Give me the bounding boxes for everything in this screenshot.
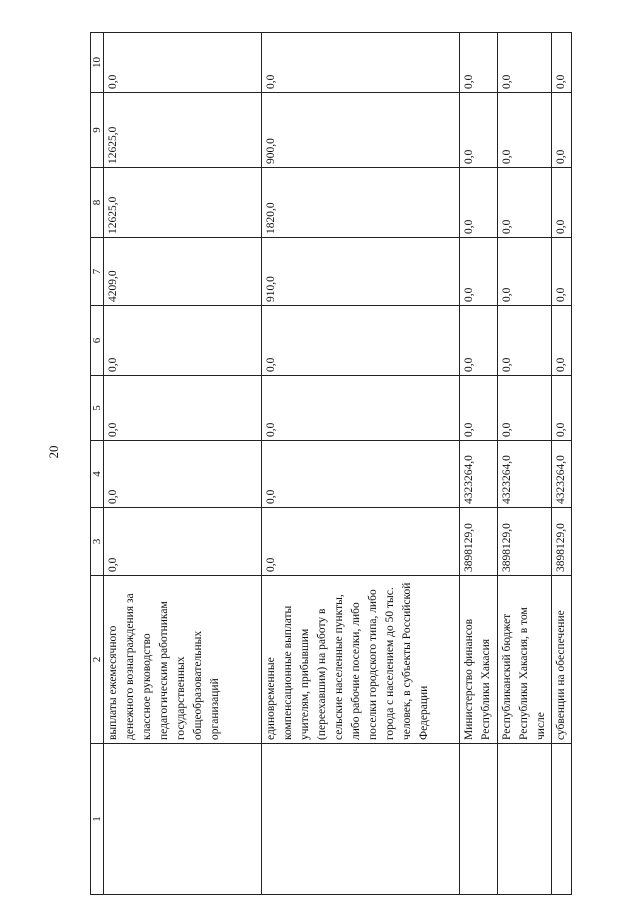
row-name-cell <box>498 744 552 895</box>
header-cell: 6 <box>91 306 104 376</box>
value-cell: 0,0 <box>262 376 460 441</box>
value-cell: 0,0 <box>552 376 572 441</box>
header-cell: 9 <box>91 93 104 168</box>
value-cell: 0,0 <box>104 376 262 441</box>
row-name-cell <box>460 744 498 895</box>
row-name-cell <box>104 744 262 895</box>
value-cell: 0,0 <box>104 306 262 376</box>
table-row <box>498 33 552 895</box>
row-text-cell: Министерство финансов Республики Хакасия <box>460 576 498 744</box>
header-cell: 5 <box>91 376 104 441</box>
value-cell: 0,0 <box>498 306 552 376</box>
value-cell: 0,0 <box>104 508 262 576</box>
value-cell: 12625,0 <box>104 93 262 168</box>
value-cell: 0,0 <box>498 93 552 168</box>
value-cell: 0,0 <box>552 306 572 376</box>
value-cell: 4323264,0 <box>498 441 552 508</box>
value-cell: 0,0 <box>262 306 460 376</box>
header-cell: 8 <box>91 168 104 238</box>
value-cell: 0,0 <box>498 376 552 441</box>
value-cell: 3898129,0 <box>552 508 572 576</box>
row-name-cell <box>262 744 460 895</box>
value-cell: 0,0 <box>460 93 498 168</box>
row-text-cell: Республиканский бюджет Республики Хакасия, в том числе <box>498 576 552 744</box>
value-cell: 0,0 <box>460 376 498 441</box>
row-text-cell: субвенции на обеспечение <box>552 576 572 744</box>
row-text-cell: единовременные компенсационные выплаты учителям, прибывшим (переехавшим) на работу в сельские населенные пункты, либо рабочие поселки, либо поселки городского типа, либо города с населением до 50 тыс. человек, в субъекты Российской Федерации <box>262 576 460 744</box>
table-row <box>104 33 262 895</box>
value-cell: 910,0 <box>262 238 460 306</box>
value-cell: 0,0 <box>498 238 552 306</box>
header-cell: 1 <box>91 744 104 895</box>
value-cell: 0,0 <box>498 168 552 238</box>
value-cell: 0,0 <box>104 441 262 508</box>
header-cell: 10 <box>91 33 104 93</box>
header-cell: 7 <box>91 238 104 306</box>
value-cell: 0,0 <box>460 168 498 238</box>
row-text-cell: выплаты ежемесячного денежного вознаграждения за классное руководство педагогическим работникам государственных общеобразовательных организаций <box>104 576 262 744</box>
value-cell: 4323264,0 <box>552 441 572 508</box>
rotated-table-container <box>90 33 567 895</box>
budget-table <box>90 32 572 895</box>
value-cell: 0,0 <box>460 238 498 306</box>
value-cell: 0,0 <box>262 508 460 576</box>
value-cell: 4323264,0 <box>460 441 498 508</box>
value-cell: 0,0 <box>460 306 498 376</box>
value-cell: 1820,0 <box>262 168 460 238</box>
value-cell: 3898129,0 <box>460 508 498 576</box>
value-cell: 12625,0 <box>104 168 262 238</box>
row-name-cell <box>552 744 572 895</box>
value-cell: 0,0 <box>552 168 572 238</box>
page-number: 20 <box>46 445 61 459</box>
value-cell: 3898129,0 <box>498 508 552 576</box>
value-cell: 0,0 <box>498 33 552 93</box>
value-cell: 0,0 <box>262 441 460 508</box>
table-row <box>552 33 572 895</box>
header-cell: 2 <box>91 576 104 744</box>
header-row <box>91 33 104 895</box>
table-row <box>262 33 460 895</box>
value-cell: 0,0 <box>262 33 460 93</box>
table-row <box>460 33 498 895</box>
header-cell: 3 <box>91 508 104 576</box>
value-cell: 0,0 <box>552 33 572 93</box>
header-cell: 4 <box>91 441 104 508</box>
value-cell: 900,0 <box>262 93 460 168</box>
value-cell: 0,0 <box>104 33 262 93</box>
value-cell: 0,0 <box>552 93 572 168</box>
value-cell: 4209,0 <box>104 238 262 306</box>
value-cell: 0,0 <box>460 33 498 93</box>
value-cell: 0,0 <box>552 238 572 306</box>
